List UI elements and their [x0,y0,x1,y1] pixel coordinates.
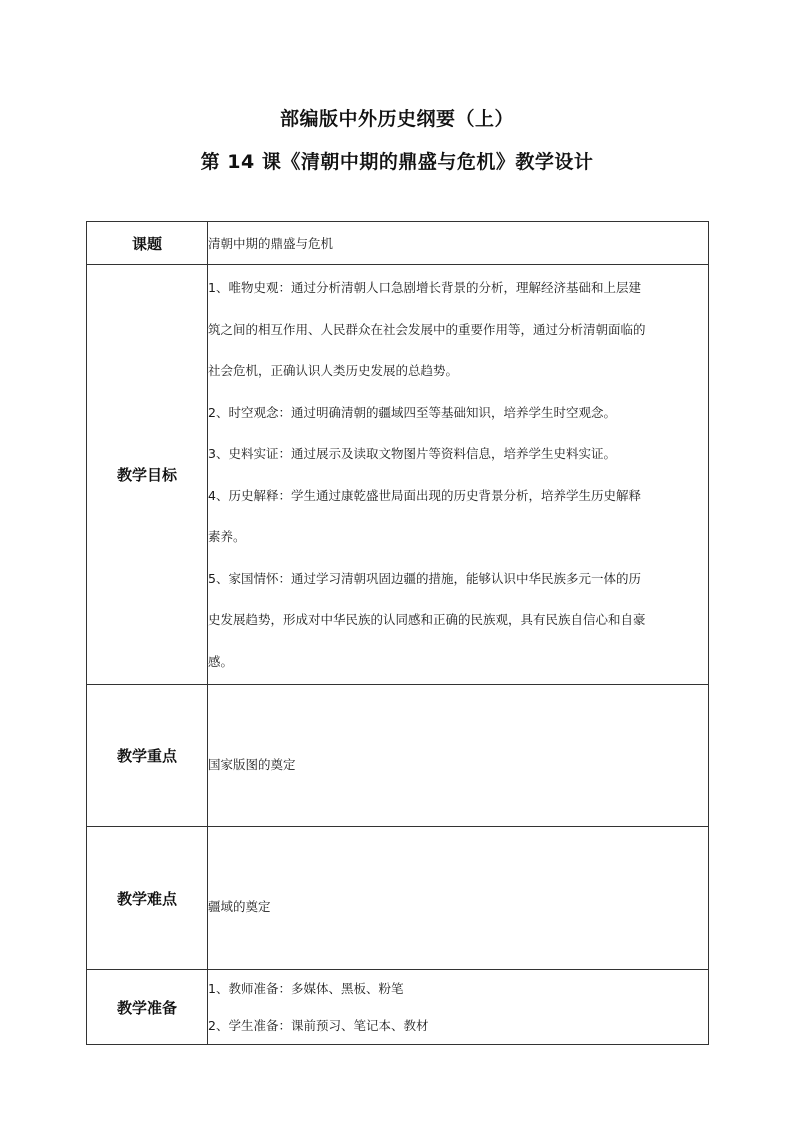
topic-value: 清朝中期的鼎盛与危机 [208,222,709,265]
goal-line: 3、史料实证：通过展示及读取文物图片等资料信息，培养学生史料实证。 [208,446,616,461]
document-subtitle: 第 14 课《清朝中期的鼎盛与危机》教学设计 [200,151,594,173]
goals-content [208,265,709,685]
goal-line: 5、家国情怀：通过学习清朝巩固边疆的措施，能够认识中华民族多元一体的历 [208,570,641,586]
goal-line: 社会危机，正确认识人类历史发展的总趋势。 [208,363,459,378]
difficulty-value: 疆域的奠定 [208,899,271,914]
table-row-topic [87,222,709,265]
difficulty-content [208,827,709,970]
document-title: 部编版中外历史纲要（上） [279,108,514,130]
topic-label: 课题 [87,222,208,265]
preparation-line: 2、学生准备：课前预习、笔记本、教材 [208,1018,429,1033]
focus-value: 国家版图的奠定 [208,756,296,772]
focus-label: 教学重点 [87,685,208,827]
goal-line: 1、唯物史观：通过分析清朝人口急剧增长背景的分析，理解经济基础和上层建 [208,280,641,295]
goal-line: 感。 [208,653,234,669]
preparation-line: 1、教师准备：多媒体、黑板、粉笔 [208,981,404,996]
goal-line: 素养。 [208,529,246,544]
goal-line: 史发展趋势，形成对中华民族的认同感和正确的民族观，具有民族自信心和自豪 [208,612,646,627]
goal-line: 4、历史解释：学生通过康乾盛世局面出现的历史背景分析，培养学生历史解释 [208,487,641,503]
lesson-plan-table [86,221,709,1045]
goal-line: 筑之间的相互作用、人民群众在社会发展中的重要作用等，通过分析清朝面临的 [208,321,646,337]
table-row-focus [87,685,709,827]
goal-line: 2、时空观念：通过明确清朝的疆域四至等基础知识，培养学生时空观念。 [208,404,616,420]
table-row-difficulty [87,827,709,970]
table-row-goals [87,265,709,685]
table-row-preparation [87,970,709,1045]
goals-label: 教学目标 [87,265,208,685]
difficulty-label: 教学难点 [87,827,208,970]
preparation-label: 教学准备 [87,970,208,1045]
focus-content [208,685,709,827]
preparation-content [208,970,709,1045]
